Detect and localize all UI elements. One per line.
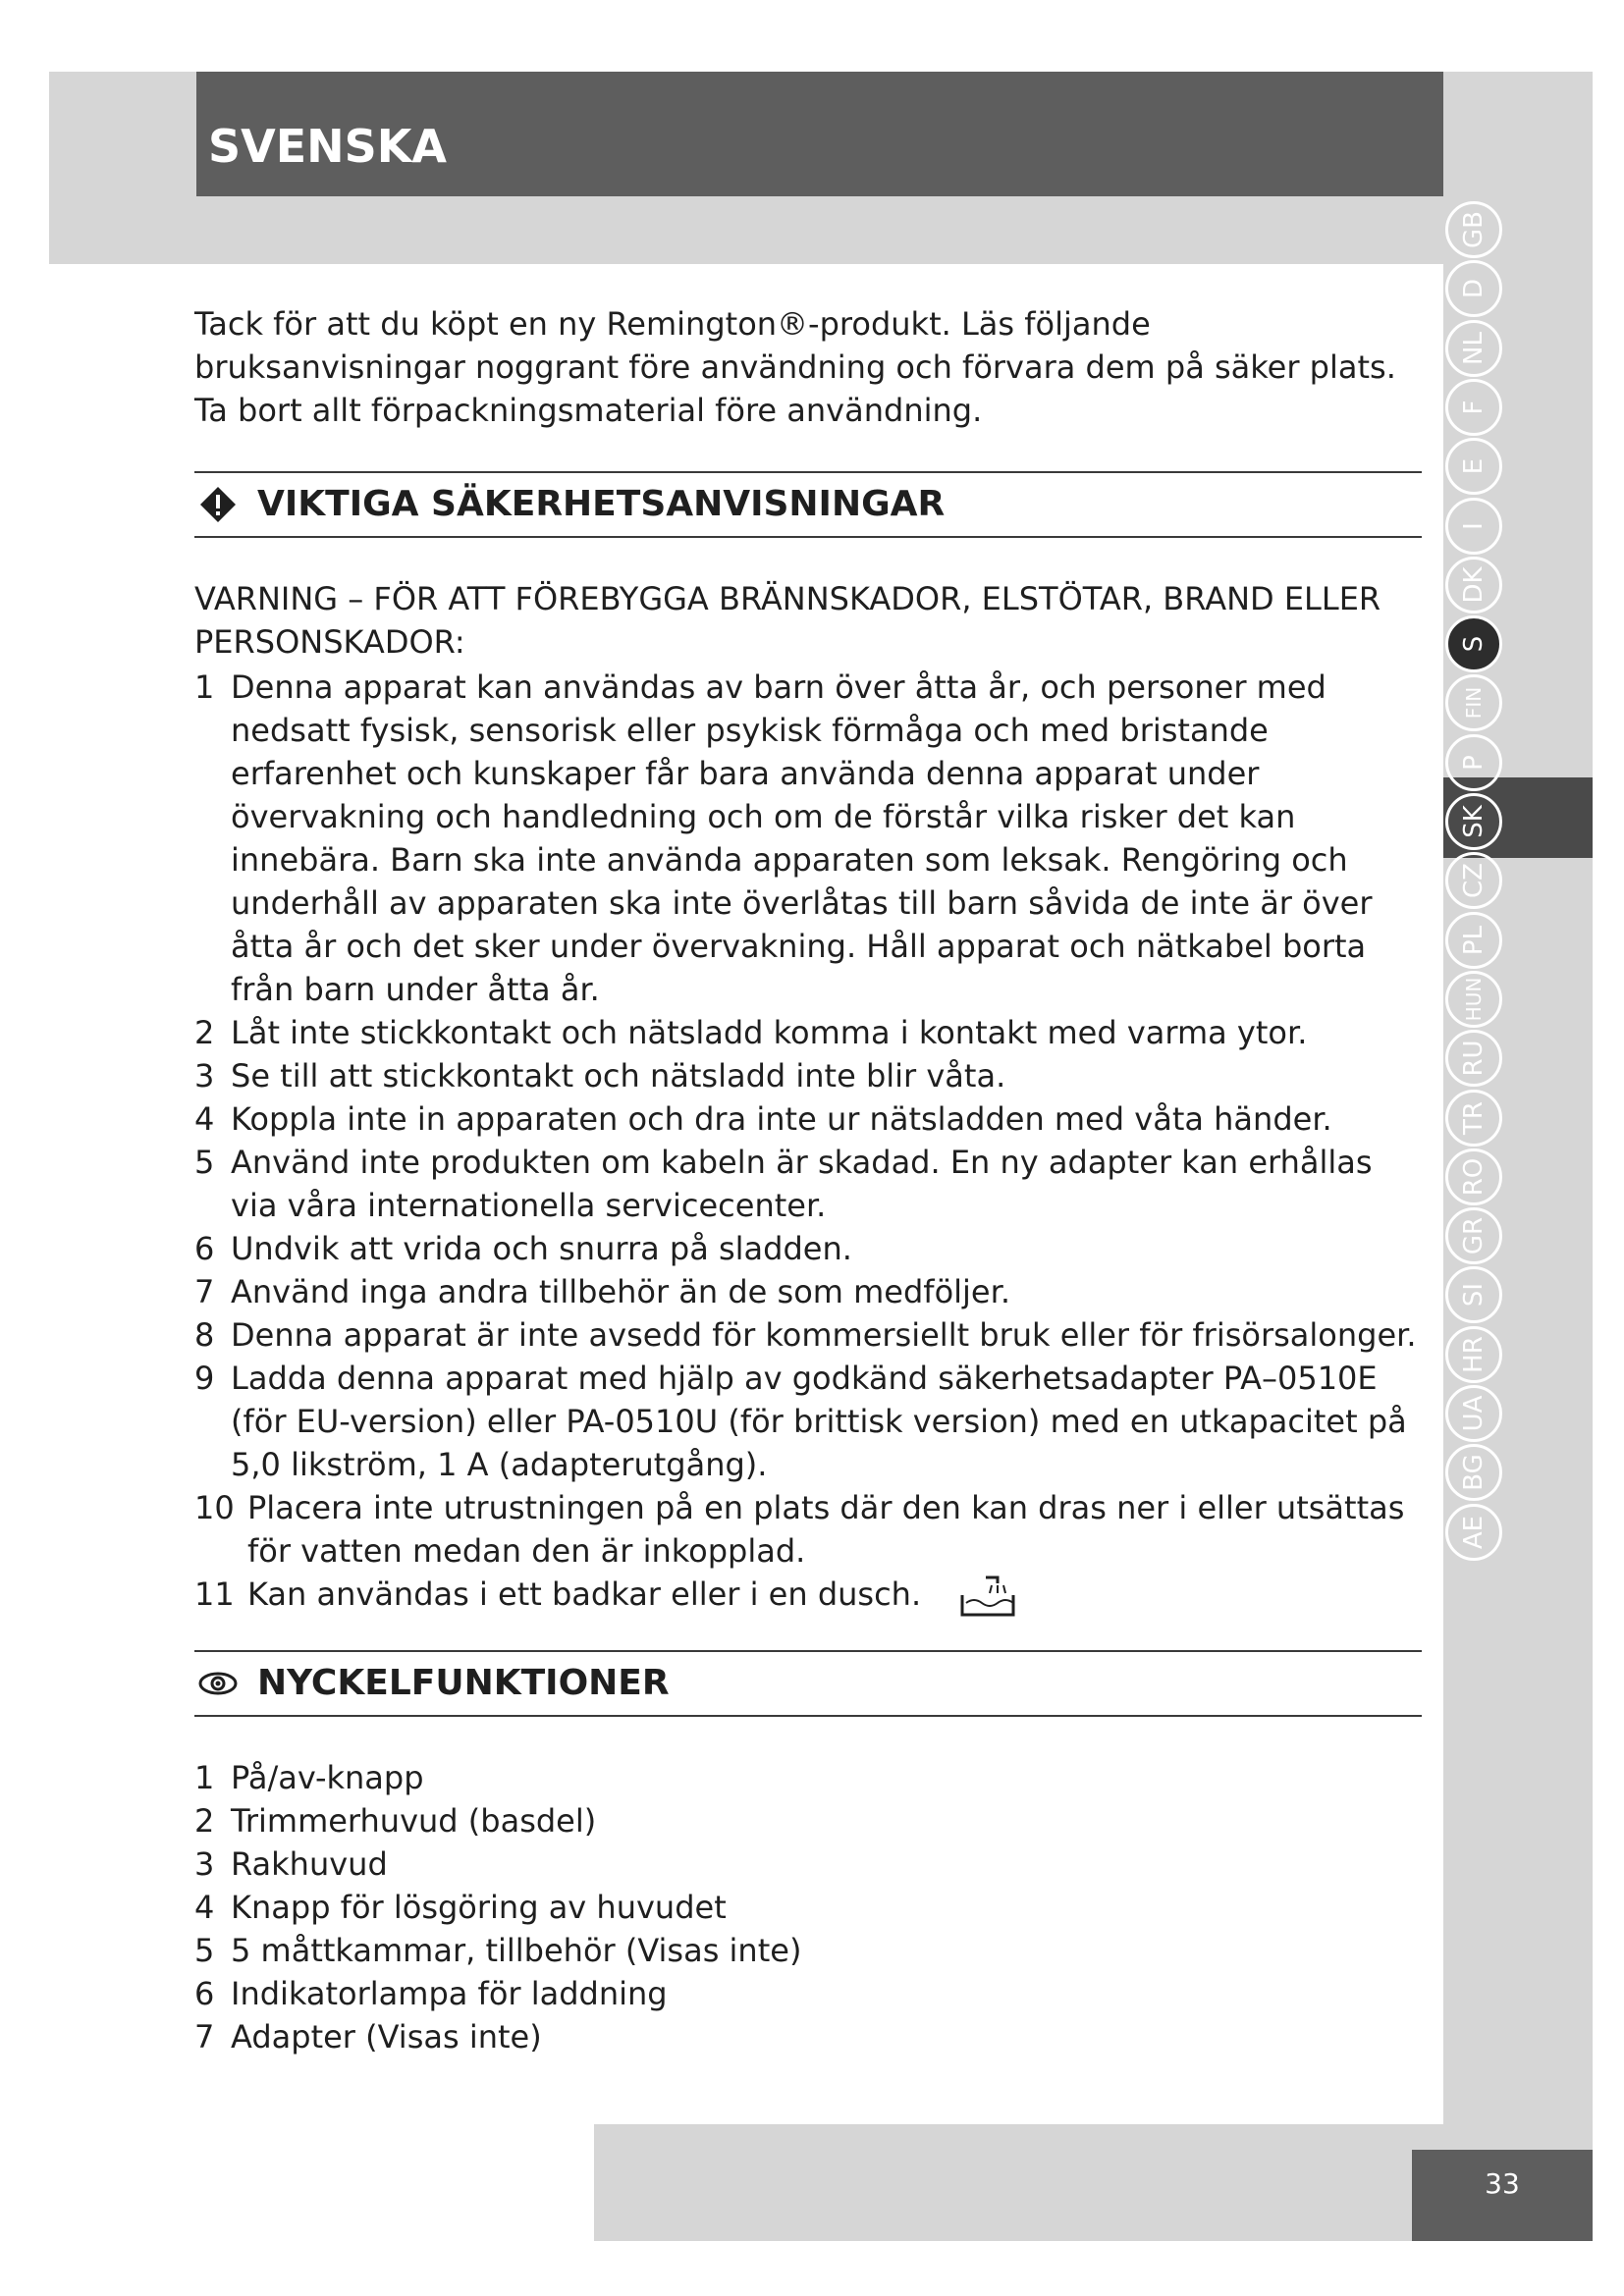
list-item-text: Undvik att vrida och snurra på sladden.: [231, 1230, 852, 1267]
language-tab-label: CZ: [1459, 863, 1489, 899]
list-item-number: 2: [194, 1014, 215, 1051]
intro-paragraph: Tack för att du köpt en ny Remington®-produkt. Läs följande bruksanvisningar noggrant före användning och förvara dem på säker plats. Ta bort allt förpackningsmaterial före användning.: [194, 305, 1396, 429]
list-item-number: 5: [194, 1932, 215, 1969]
safety-heading: VIKTIGA SÄKERHETSANVISNINGAR: [257, 484, 946, 524]
list-item: [194, 1313, 1422, 1357]
language-tab-i[interactable]: [1445, 498, 1502, 555]
list-item-number: 7: [194, 1273, 215, 1310]
list-item: [194, 2015, 1422, 2058]
bath-shower-icon: [956, 1574, 1019, 1619]
list-item-text: Kan användas i ett badkar eller i en dusch.: [247, 1575, 922, 1613]
list-item: [194, 1357, 1422, 1486]
language-tab-label: AE: [1459, 1515, 1489, 1549]
list-item-number: 7: [194, 2018, 215, 2056]
list-item-text: Se till att stickkontakt och nätsladd inte blir våta.: [231, 1057, 1006, 1095]
list-item-text: Använd inga andra tillbehör än de som medföljer.: [231, 1273, 1010, 1310]
language-tab-nl[interactable]: [1445, 320, 1502, 377]
list-item: [194, 1799, 1422, 1842]
language-tab-label: E: [1459, 457, 1489, 475]
language-tab-f[interactable]: [1445, 379, 1502, 436]
list-item-number: 4: [194, 1889, 215, 1926]
language-tab-dk[interactable]: [1445, 557, 1502, 614]
list-item: [194, 1270, 1422, 1313]
language-tab-cz[interactable]: [1445, 852, 1502, 909]
features-heading: NYCKELFUNKTIONER: [257, 1663, 670, 1703]
language-tab-label: GR: [1459, 1216, 1489, 1255]
language-tab-label: GB: [1459, 211, 1489, 248]
list-item-number: 1: [194, 1759, 215, 1796]
list-item: [194, 1886, 1422, 1929]
eye-icon: [198, 1664, 238, 1703]
language-tab-label: RU: [1459, 1040, 1489, 1077]
language-tab-label: RO: [1459, 1157, 1489, 1197]
list-item-number: 11: [194, 1575, 235, 1613]
page-title: SVENSKA: [208, 120, 448, 173]
list-item-text: Låt inte stickkontakt och nätsladd komma i kontakt med varma ytor.: [231, 1014, 1308, 1051]
language-tab-label: SI: [1459, 1283, 1489, 1308]
list-item-text: Indikatorlampa för laddning: [231, 1975, 668, 2012]
language-tab-label: FIN: [1462, 687, 1486, 720]
language-tab-label: BG: [1459, 1454, 1489, 1492]
language-tab-label: PL: [1459, 925, 1489, 955]
language-tab-label: NL: [1459, 331, 1489, 365]
list-item-text: Rakhuvud: [231, 1845, 388, 1883]
language-tab-hun[interactable]: [1445, 971, 1502, 1028]
list-item-text: Knapp för lösgöring av huvudet: [231, 1889, 727, 1926]
list-item-number: 6: [194, 1230, 215, 1267]
list-item: [194, 666, 1422, 1011]
list-item-number: 8: [194, 1316, 215, 1354]
warning-lead: VARNING – FÖR ATT FÖREBYGGA BRÄNNSKADOR, ELSTÖTAR, BRAND ELLER PERSONSKADOR:: [194, 580, 1381, 661]
safety-section-header: [194, 471, 1422, 538]
list-item-text: Ladda denna apparat med hjälp av godkänd säkerhetsadapter PA–0510E (för EU-version) eller PA-0510U (för brittisk version) med en utkapacitet på 5,0 likström, 1 A (adapterutgång).: [231, 1360, 1407, 1483]
list-item: [194, 1756, 1422, 1799]
language-tab-d[interactable]: [1445, 260, 1502, 317]
list-item: [194, 1011, 1422, 1054]
language-tab-label: DK: [1459, 566, 1489, 604]
language-tab-ae[interactable]: [1445, 1504, 1502, 1561]
language-tab-p[interactable]: [1445, 734, 1502, 791]
language-tab-label: S: [1459, 635, 1489, 653]
features-list: [194, 1756, 1422, 2058]
language-tab-fin[interactable]: [1445, 674, 1502, 731]
language-tab-ro[interactable]: [1445, 1148, 1502, 1205]
language-tab-hr[interactable]: [1445, 1326, 1502, 1383]
language-tab-gb[interactable]: [1445, 201, 1502, 258]
language-tab-e[interactable]: [1445, 438, 1502, 495]
list-item-number: 10: [194, 1489, 235, 1526]
language-tab-label: HR: [1459, 1335, 1489, 1373]
list-item-text: Koppla inte in apparaten och dra inte ur nätsladden med våta händer.: [231, 1100, 1332, 1138]
language-tab-pl[interactable]: [1445, 912, 1502, 969]
list-item-number: 3: [194, 1845, 215, 1883]
main-content: [194, 302, 1422, 2058]
language-tab-bg[interactable]: [1445, 1444, 1502, 1501]
safety-list: [194, 666, 1422, 1619]
list-item-number: 3: [194, 1057, 215, 1095]
list-item: [194, 1929, 1422, 1972]
page-number: 33: [1485, 2167, 1520, 2200]
features-section-header: [194, 1650, 1422, 1717]
language-tab-ua[interactable]: [1445, 1385, 1502, 1442]
list-item-text: Denna apparat är inte avsedd för kommersiellt bruk eller för frisörsalonger.: [231, 1316, 1417, 1354]
warning-diamond-icon: [198, 485, 238, 524]
language-tab-si[interactable]: [1445, 1266, 1502, 1323]
list-item: [194, 1097, 1422, 1141]
list-item-text: Denna apparat kan användas av barn över åtta år, och personer med nedsatt fysisk, sensorisk eller psykisk förmåga och med bristande erfarenhet och kunskaper får bara använda denna apparat under övervakning och handledning och om de förstår vilka risker det kan innebära. Barn ska inte använda apparaten som leksak. Rengöring och underhåll av apparaten ska inte överlåtas till barn såvida de inte är över åtta år och det sker under övervakning. Håll apparat och nätkabel borta från barn under åtta år.: [231, 668, 1373, 1008]
language-tab-label: HUN: [1462, 977, 1486, 1022]
list-item-text: Använd inte produkten om kabeln är skadad. En ny adapter kan erhållas via våra internationella servicecenter.: [231, 1144, 1373, 1224]
list-item-number: 6: [194, 1975, 215, 2012]
list-item-text: Adapter (Visas inte): [231, 2018, 542, 2056]
list-item-number: 9: [194, 1360, 215, 1397]
list-item-text: På/av-knapp: [231, 1759, 424, 1796]
list-item: [194, 1972, 1422, 2015]
list-item-number: 1: [194, 668, 215, 706]
language-tab-ru[interactable]: [1445, 1030, 1502, 1087]
list-item-text: 5 måttkammar, tillbehör (Visas inte): [231, 1932, 802, 1969]
list-item-text: Placera inte utrustningen på en plats där den kan dras ner i eller utsättas för vatten medan den är inkopplad.: [247, 1489, 1405, 1570]
language-tab-label: D: [1459, 279, 1489, 299]
list-item: [194, 1227, 1422, 1270]
language-tab-label: I: [1459, 521, 1489, 530]
language-tab-label: SK: [1459, 805, 1489, 838]
language-tab-label: TR: [1459, 1100, 1489, 1135]
language-tab-sk[interactable]: [1445, 793, 1502, 850]
language-tab-label: UA: [1459, 1395, 1489, 1432]
list-item: [194, 1054, 1422, 1097]
list-item: [194, 1842, 1422, 1886]
list-item: [194, 1141, 1422, 1227]
language-tab-label: P: [1459, 754, 1489, 771]
list-item: [194, 1486, 1422, 1573]
language-tab-s[interactable]: [1445, 615, 1502, 672]
list-item-number: 5: [194, 1144, 215, 1181]
list-item: [194, 1573, 1422, 1619]
language-tab-tr[interactable]: [1445, 1090, 1502, 1147]
list-item-text: Trimmerhuvud (basdel): [231, 1802, 597, 1840]
list-item-number: 4: [194, 1100, 215, 1138]
language-tab-label: F: [1459, 400, 1489, 415]
language-tab-gr[interactable]: [1445, 1207, 1502, 1264]
list-item-number: 2: [194, 1802, 215, 1840]
